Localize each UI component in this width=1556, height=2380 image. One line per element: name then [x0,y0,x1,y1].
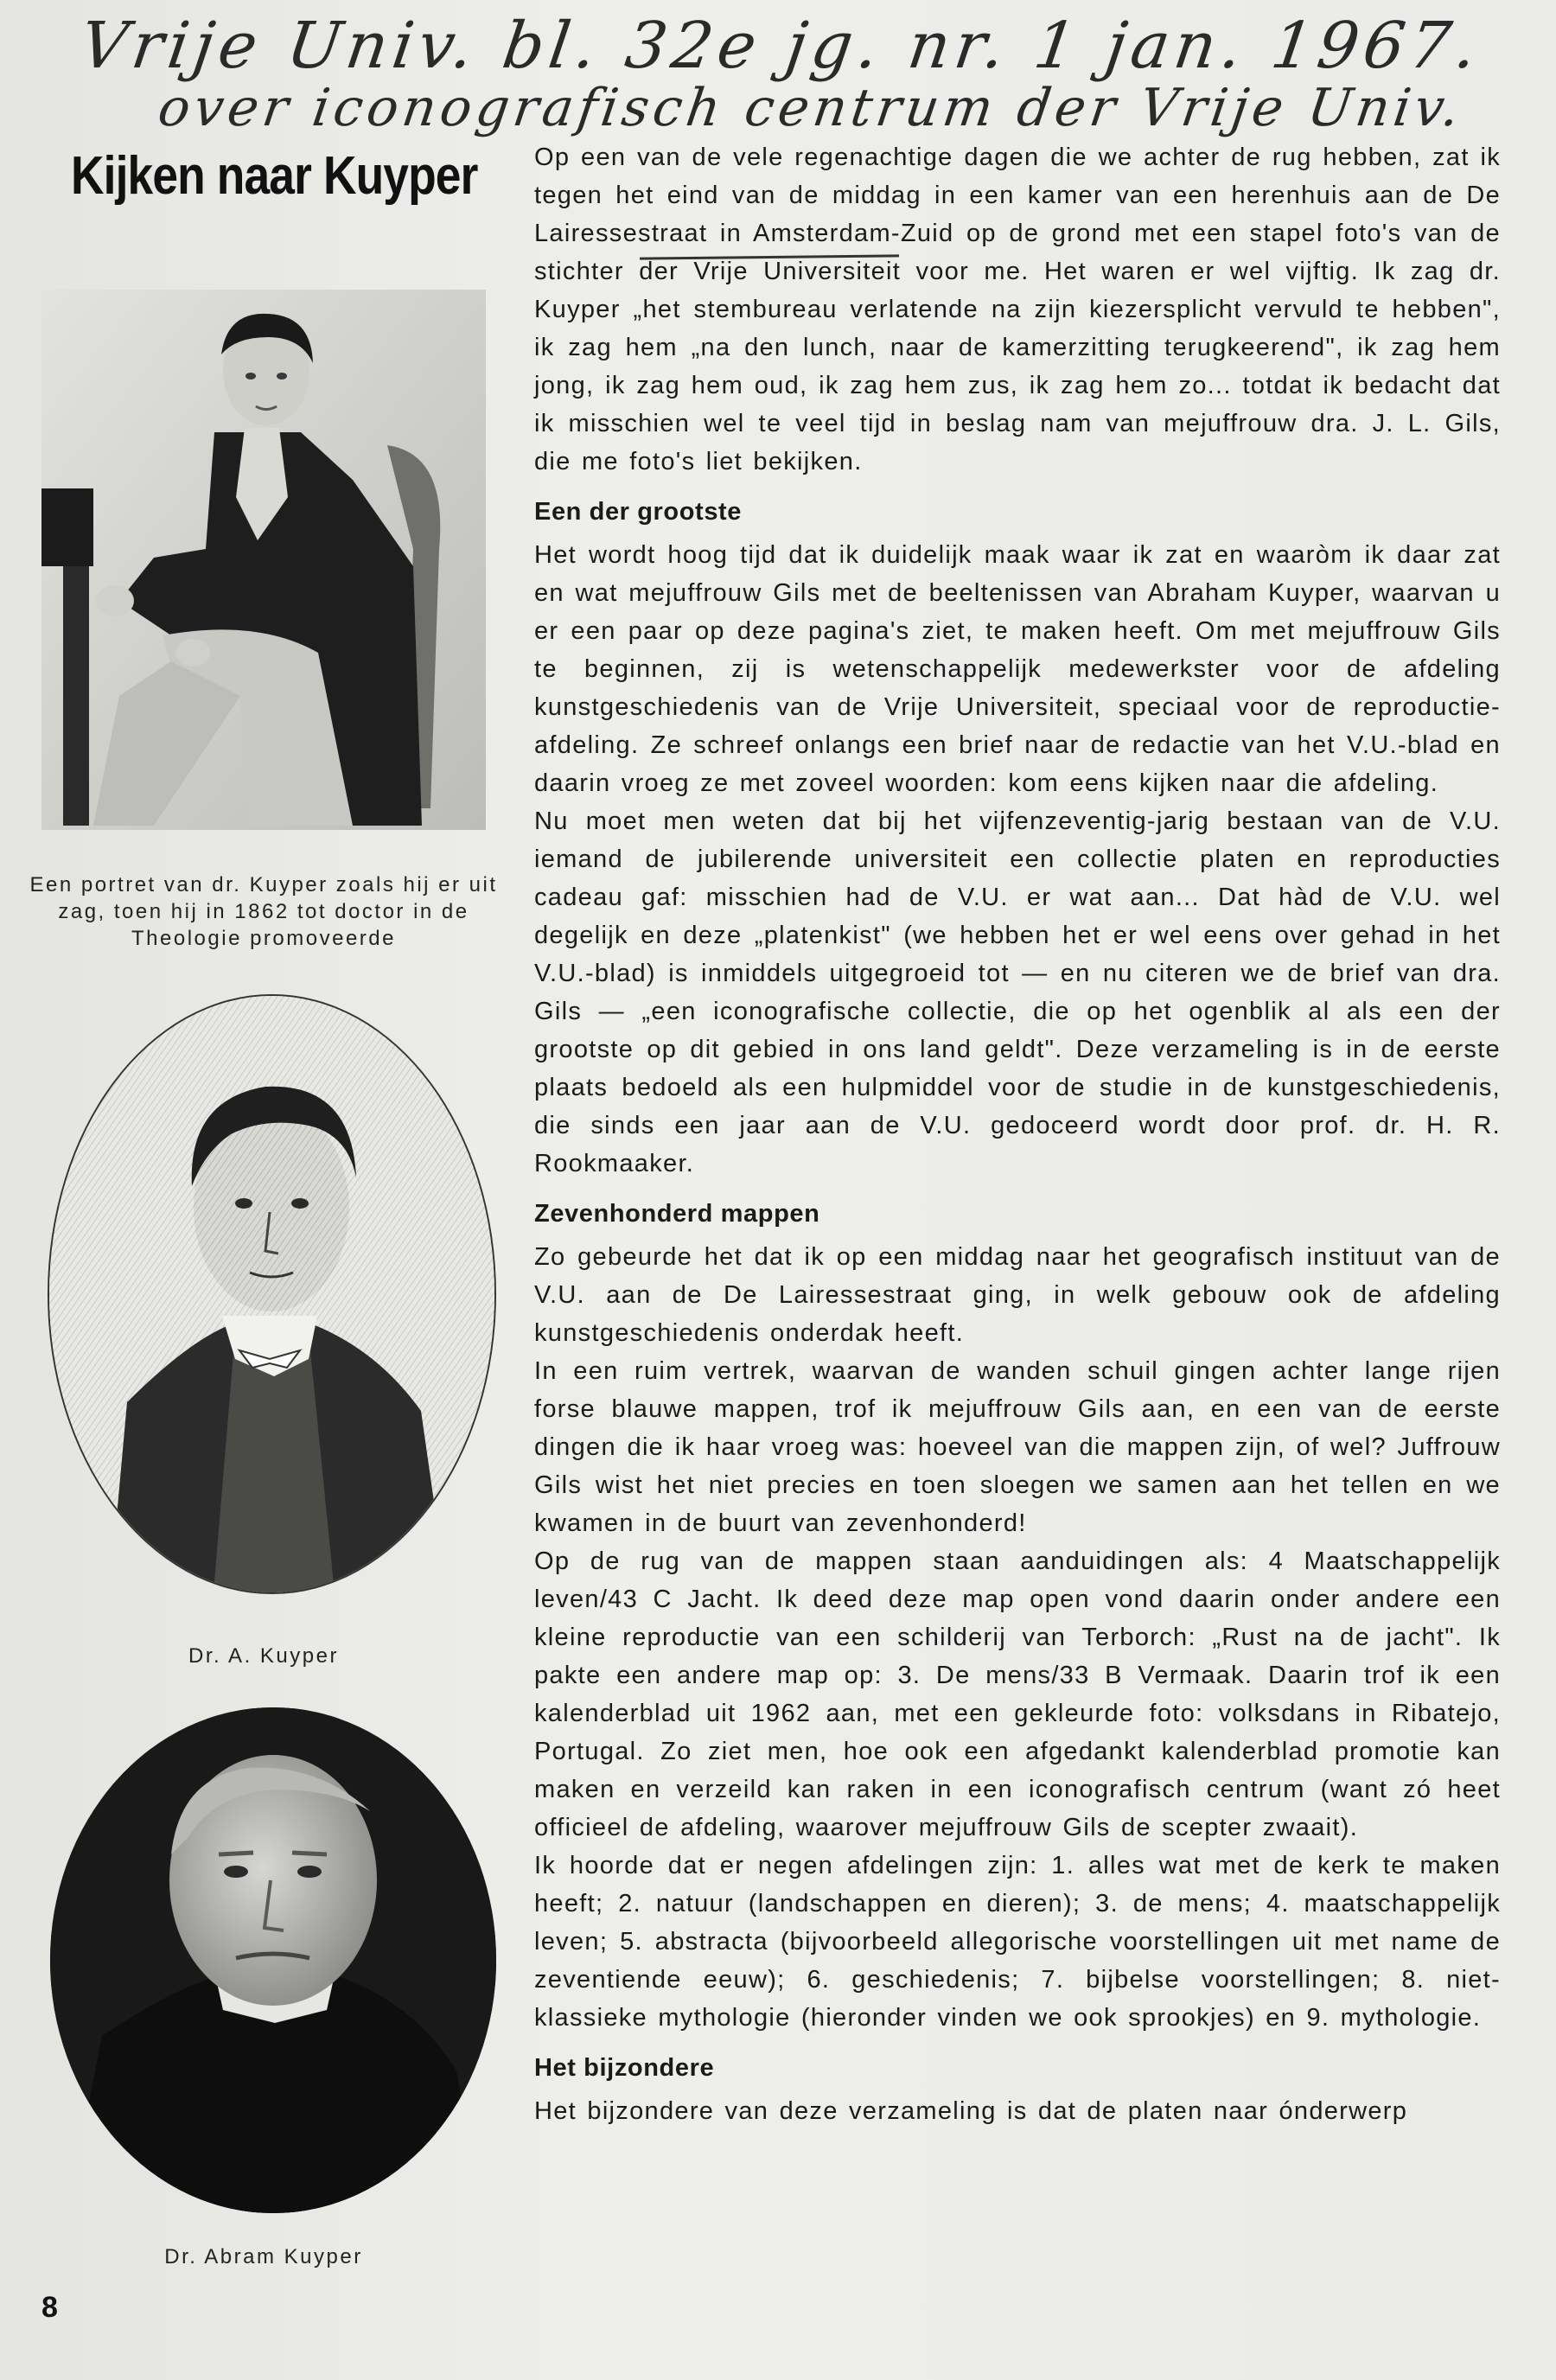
paragraph-3: Zo gebeurde het dat ik op een middag naar het geografisch instituut van de V.U. aan de De Lairessestraat ging, in welk gebouw ook de afdeling kunstgeschiedenis onderdak heeft. [534,1243,1501,1347]
page-number: 8 [41,2291,58,2324]
paragraph-2: Nu moet men weten dat bij het vijfenzeventig-jarig bestaan van de V.U. iemand de jubilerende universiteit een collectie platen en reproducties cadeau gaf: misschien had de V.U. er wat aan... Dat hàd de V.U. wel degelijk en deze „platenkist" (we hebben het er wel eens over gehad in het V.U.-blad) is inmiddels uitgegroeid tot — en nu citeren we de brief van dra. Gils — „een iconografische collectie, die op het ogenblik al als een der grootste op dit gebied in ons land geldt". Deze verzameling is in de eerste plaats bedoeld als een hulpmiddel voor de studie in de kunstgeschiedenis, die sinds een jaar aan de V.U. gedoceerd wordt door prof. dr. H. R. Rookmaaker. [534,807,1501,1177]
handwritten-line-1: Vrije Univ. bl. 32e jg. nr. 1 jan. 1967. [75,9,1487,83]
caption-dr-a-kuyper: Dr. A. Kuyper [188,1644,339,1668]
paragraph-7: Het bijzondere van deze verzameling is dat de platen naar ónderwerp [534,2097,1408,2125]
article-title: Kijken naar Kuyper [71,146,478,206]
intro-paragraph: Op een van de vele regenachtige dagen die we achter de rug hebben, zat ik tegen het eind van de middag in een kamer van een herenhuis aan de De Lairessestraat in Amsterdam-Zuid op de grond met een stapel foto's van de stichter der Vrije Universiteit voor me. Het waren er wel vijftig. Ik zag dr. Kuyper „het stembureau verlatende na zijn kiezersplicht vervuld te hebben", ik zag hem „na den lunch, naar de kamerzitting terugkeerend", ik zag hem jong, ik zag hem oud, ik zag hem zus, ik zag hem zo... totdat ik bedacht dat ik misschien wel te veel tijd in beslag nam van mejuffrouw dra. J. L. Gils, die me foto's liet bekijken. [534,144,1501,475]
handwritten-line-2: over iconografisch centrum der Vrije Univ. [154,78,1468,138]
portrait-old-kuyper [50,1707,496,2213]
portrait-young-kuyper [41,290,486,830]
caption-portrait-1862: Een portret van dr. Kuyper zoals hij er uit zag, toen hij in 1862 tot doctor in de Theologie promoveerde [29,873,498,950]
section-heading-zevenhonderd-mappen: Zevenhonderd mappen [534,1200,820,1228]
paragraph-4: In een ruim vertrek, waarvan de wanden schuil gingen achter lange rijen forse blauwe mappen, trof ik mejuffrouw Gils aan, en een van de eerste dingen die ik haar vroeg was: hoeveel van die mappen zijn, of wel? Juffrouw Gils wist het niet precies en toen sloegen we samen aan het tellen en we kwamen in de buurt van zevenhonderd! [534,1357,1501,1537]
section-heading-een-der-grootste: Een der grootste [534,498,743,526]
caption-dr-abram-kuyper: Dr. Abram Kuyper [164,2245,363,2268]
paragraph-6: Ik hoorde dat er negen afdelingen zijn: 1. alles wat met de kerk te maken heeft; 2. natuur (landschappen en dieren); 3. de mens; 4. maatschappelijk leven; 5. abstracta (bijvoorbeeld allegorische voorstellingen uit met name de zeventiende eeuw); 6. geschiedenis; 7. bijbelse voorstellingen; 8. niet-klassieke mythologie (hieronder vinden we ook sprookjes) en 9. mythologie. [534,1852,1501,2032]
section-heading-het-bijzondere: Het bijzondere [534,2054,715,2082]
paragraph-1: Het wordt hoog tijd dat ik duidelijk maak waar ik zat en waaròm ik daar zat en wat mejuffrouw Gils met de beeltenissen van Abraham Kuyper, waarvan u er een paar op deze pagina's ziet, te maken heeft. Om met mejuffrouw Gils te beginnen, zij is wetenschappelijk medewerkster voor de afdeling kunstgeschiedenis van de Vrije Universiteit, speciaal voor de reproductie-afdeling. Ze schreef onlangs een brief naar de redactie van het V.U.-blad en daarin vroeg ze met zoveel woorden: kom eens kijken naar die afdeling. [534,541,1501,797]
engraving-portrait-kuyper [48,994,496,1594]
article-body [534,138,1501,2130]
paragraph-5: Op de rug van de mappen staan aanduidingen als: 4 Maatschappelijk leven/43 C Jacht. Ik deed deze map open vond daarin onder andere een kleine reproductie van een schilderij van Terborch: „Rust na de jacht". Ik pakte een andere map op: 3. De mens/33 B Vermaak. Daarin trof ik een kalenderblad uit 1962 aan, met een gekleurde foto: volksdans in Ribatejo, Portugal. Zo ziet men, hoe ook een afgedankt kalenderblad promotie kan maken en verzeild kan raken in een iconografisch centrum (want zó heet officieel de afdeling, waarover mejuffrouw Gils de scepter zwaait). [534,1547,1501,1841]
handwritten-annotation [51,0,1487,138]
